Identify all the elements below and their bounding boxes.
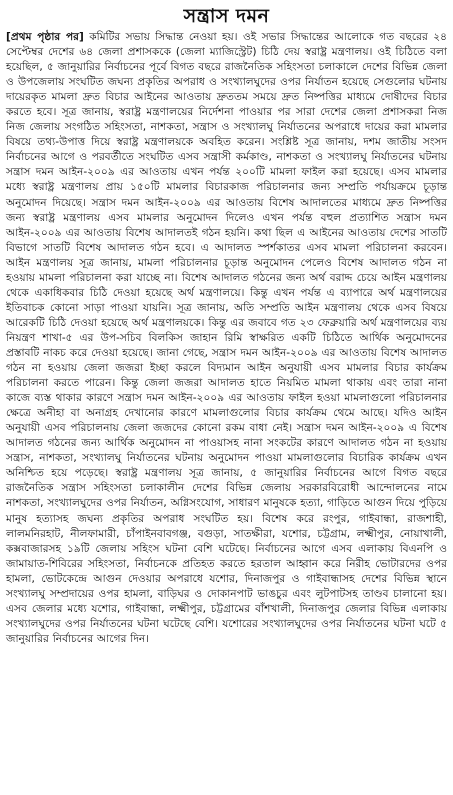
- article-body-text: কমিটির সভায় সিদ্ধান্ত নেওয়া হয়। ওই সভার সিদ্ধান্তের আলোকে গত বছরের ২৪ সেপ্টেম্বর দেশের ৬৪ জেলা প্রশাসককে (জেলা ম্যাজিস্ট্রেট) চিঠি দেয় স্বরাষ্ট্র মন্ত্রণালয়। ওই চিঠিতে বলা হয়েছিল, ৫ জানুয়ারির নির্বাচনের পূর্বে বিগত বছরে রাজনৈতিক সহিংসতা চলাকালে দেশের বিভিন্ন জেলা ও উপজেলায় সংঘটিত জঘন্য প্রকৃতির অপরাধ ও সংখ্যালঘুদের ওপর নির্যাতন হয়েছে সেগুলোর ঘটনায় দায়েরকৃত মামলা দ্রুত বিচার আইনের আওতায় দ্রুততম সময়ে দ্রুত নিষ্পত্তির মাধ্যমে দোষীদের বিচার করতে হবে। সূত্র জানায়, স্বরাষ্ট্র মন্ত্রণালয়ের নির্দেশনা পাওয়ার পর সারা দেশের জেলা প্রশাসকরা নিজ নিজ জেলায় সংগঠিত সহিংসতা, নাশকতা, সন্ত্রাস ও সংখ্যালঘু নির্যাতনের অপরাধে দায়ের করা মামলার বিষয়ে তথ্য-উপাত্ত দিয়ে স্বরাষ্ট্র মন্ত্রণালয়কে অবহিত করেন। সংশ্লিষ্ট সূত্র জানায়, দশম জাতীয় সংসদ নির্বাচনের আগে ও পরবর্তীতে সংঘটিত এসব সন্ত্রাসী কর্মকাণ্ড, নাশকতা ও সংখ্যালঘু নির্যাতনের ঘটনায় সন্ত্রাস দমন আইন-২০০৯ এর আওতায় এখন পর্যন্ত ২০০টি মামলা ফাইল করা হয়েছে। এসব মামলার মধ্যে স্বরাষ্ট্র মন্ত্রণালয় প্রায় ১৫০টি মামলার বিচারকাজ পরিচালনার জন্য সম্প্রতি পর্যায়ক্রমে চূড়ান্ত অনুমোদন দিয়েছে। সন্ত্রাস দমন আইন-২০০৯ এর আওতায় বিশেষ আদালতের মাধ্যমে দ্রুত নিষ্পত্তির জন্য স্বরাষ্ট্র মন্ত্রণালয় এসব মামলার অনুমোদন দিলেও এখন পর্যন্ত বহুল প্রত্যাশিত সন্ত্রাস দমন আইন-২০০৯ এর আওতায় বিশেষ আদালতই গঠন হয়নি। কথা ছিল এ আইনের আওতায় দেশের সাতটি বিভাগে সাতটি বিশেষ আদালত গঠন হবে। এ আদালত স্পর্শকাতর এসব মামলা পরিচালনা করবেন। আইন মন্ত্রণালয় সূত্র জানায়, মামলা পরিচালনার চূড়ান্ত অনুমোদন পেলেও বিশেষ আদালত গঠন না হওয়ায় মামলা পরিচালনা করা যাচ্ছে না। বিশেষ আদালত গঠনের জন্য অর্থ বরাদ্দ চেয়ে আইন মন্ত্রণালয় থেকে একাধিকবার চিঠি দেওয়া হয়েছে অর্থ মন্ত্রণালয়ে। কিন্তু এখন পর্যন্ত এ ব্যাপারে অর্থ মন্ত্রণালয়ের ইতিবাচক কোনো সাড়া পাওয়া যায়নি। সূত্র জানায়, অতি সম্প্রতি আইন মন্ত্রণালয় থেকে এসব বিষয়ে আরেকটি চিঠি দেওয়া হয়েছে অর্থ মন্ত্রণালয়কে। কিন্তু এর জবাবে গত ২৩ ফেব্রুয়ারি অর্থ মন্ত্রণালয়ের ব্যয় নিয়ন্ত্রণ শাখা-৫ এর উপ-সচিব বিলকিস জাহান রিমি স্বাক্ষরিত একটি চিঠিতে আর্থিক অনুমোদনের প্রস্তাবটি নাকচ করে দেওয়া হয়েছে। জানা গেছে, সন্ত্রাস দমন আইন-২০০৯ এর আওতায় বিশেষ আদালত গঠন না হওয়ায় জেলা জজরা ইচ্ছা করলে বিদ্যমান আইন অনুযায়ী এসব মামলার বিচার কার্যক্রম পরিচালনা করতে পারেন। কিন্তু জেলা জজরা আদালত হাতে নিয়মিত মামলা থাকায় এবং তারা নানা কাজে ব্যস্ত থাকার কারণে সন্ত্রাস দমন আইন-২০০৯ এর আওতায় ফাইল হওয়া মামলাগুলো পরিচালনার ক্ষেত্রে অনীহা বা অনাগ্রহ দেখানোর কারণে মামলাগুলোর বিচার কার্যক্রম থেমে আছে। যদিও আইন অনুযায়ী এসব পরিচালনায় জেলা জজদের কোনো রকম বাধা নেই। সন্ত্রাস দমন আইন-২০০৯ এ বিশেষ আদালত গঠনের জন্য আর্থিক অনুমোদন না পাওয়াসহ নানা সংকটের কারণে আদালত গঠন না হওয়ায় সন্ত্রাস, নাশকতা, সংখ্যালঘু নির্যাতনের ঘটনায় অনুমোদন পাওয়া মামলাগুলোর বিচারিক কার্যক্রম এখন অনিশ্চিত হয়ে পড়েছে। স্বরাষ্ট্র মন্ত্রণালয় সূত্র জানায়, ৫ জানুয়ারির নির্বাচনের আগে বিগত বছরে রাজনৈতিক সন্ত্রাস সহিংসতা চলাকালীন দেশের বিভিন্ন জেলায় সরকারবিরোধী আন্দোলনের নামে নাশকতা, সংখ্যালঘুদের ওপর নির্যাতন, অগ্নিসংযোগ, সাধারণ মানুষকে হত্যা, গাড়িতে আগুন দিয়ে পুড়িয়ে মানুষ হত্যাসহ জঘন্য প্রকৃতির অপরাধ সংঘটিত হয়। বিশেষ করে রংপুর, গাইবান্ধা, রাজশাহী, লালমনিরহাট, নীলফামারী, চাঁপাইনবাবগঞ্জ, বগুড়া, সাতক্ষীরা, যশোর, চট্টগ্রাম, লক্ষ্মীপুর, নোয়াখালী, কক্সবাজারসহ ১৯টি জেলায় সহিংস ঘটনা বেশি ঘটেছে। নির্বাচনের আগে এসব এলাকায় বিএনপি ও জামায়াত-শিবিরের সহিংসতা, নির্বাচনকে প্রতিহত করতে হরতাল আহ্বান করে নিরীহ ভোটারদের ওপর হামলা, ভোটকেন্দ্রে আগুন দেওয়ার অপরাধে যশোর, দিনাজপুর ও গাইবান্ধাসহ দেশের বিভিন্ন স্থানে সংখ্যালঘু সম্প্রদায়ের ওপর হামলা, বাড়িঘর ও দোকানপাট ভাঙচুর এবং লুটপাটসহ তাণ্ডব চালানো হয়। এসব জেলার মধ্যে যশোর, গাইবান্ধা, লক্ষ্মীপুর, চট্টগ্রামের বাঁশখালী, দিনাজপুর জেলার বিভিন্ন এলাকায় সংখ্যালঘুদের ওপর নির্যাতনের ঘটনা ঘটেছে বেশি। যশোরের সংখ্যালঘুদের ওপর নির্যাতনের ঘটনা ঘটে ৫ জানুয়ারির নির্বাচনের আগের দিন।: [6, 31, 447, 645]
- continuation-kicker: [প্রথম পৃষ্ঠার পর]: [6, 31, 84, 43]
- article-headline: সন্ত্রাস দমন: [183, 5, 270, 27]
- article-body: [6, 30, 447, 647]
